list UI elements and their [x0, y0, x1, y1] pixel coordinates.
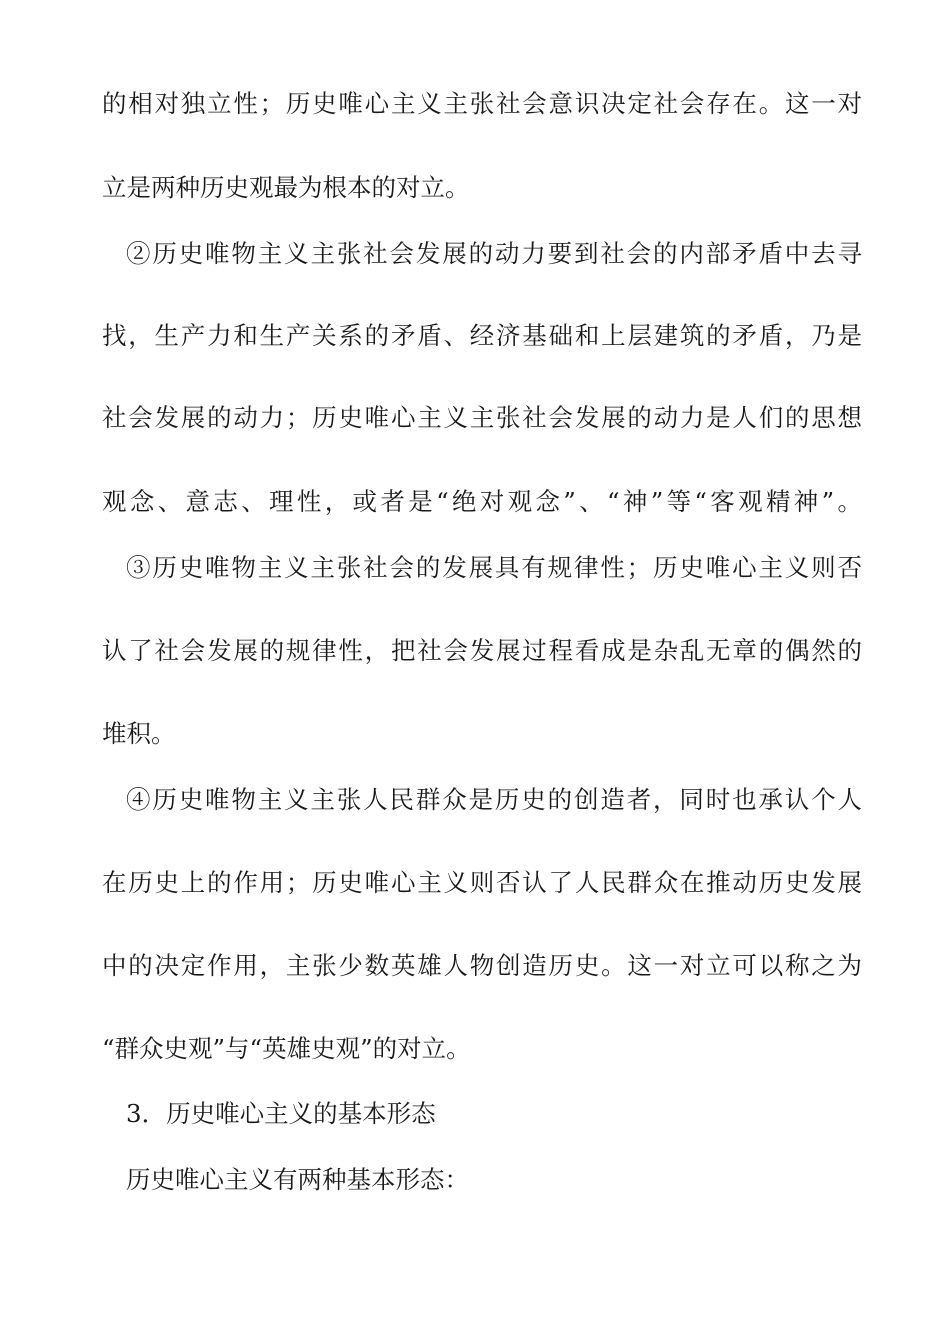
- paragraph-5-start: 历史唯心主义有两种基本形态：: [126, 1165, 469, 1194]
- paragraph-3-start: ③历史唯物主义主张社会的发展具有规律性；历史唯心主义则否: [126, 553, 862, 582]
- text-line: 在历史上的作用；历史唯心主义则否认了人民群众在推动历史发展: [102, 868, 862, 897]
- text-line: 的相对独立性；历史唯心主义主张社会意识决定社会存在。这一对: [102, 89, 862, 118]
- text-line: 观念、意志、理性，或者是“绝对观念”、“神”等“客观精神”。: [102, 487, 862, 516]
- text-line: 社会发展的动力；历史唯心主义主张社会发展的动力是人们的思想: [102, 403, 862, 432]
- text-line: 堆积。: [102, 719, 176, 748]
- text-line: 认了社会发展的规律性，把社会发展过程看成是杂乱无章的偶然的: [102, 636, 862, 665]
- paragraph-2-start: ②历史唯物主义主张社会发展的动力要到社会的内部矛盾中去寻: [126, 239, 862, 268]
- text-line: “群众史观”与“英雄史观”的对立。: [102, 1034, 471, 1063]
- text-line: 中的决定作用，主张少数英雄人物创造历史。这一对立可以称之为: [102, 951, 862, 980]
- section-heading: 3．历史唯心主义的基本形态: [126, 1099, 436, 1128]
- text-line: 找，生产力和生产关系的矛盾、经济基础和上层建筑的矛盾，乃是: [102, 321, 862, 350]
- text-line: 立是两种历史观最为根本的对立。: [102, 173, 470, 202]
- paragraph-4-start: ④历史唯物主义主张人民群众是历史的创造者，同时也承认个人: [126, 785, 862, 814]
